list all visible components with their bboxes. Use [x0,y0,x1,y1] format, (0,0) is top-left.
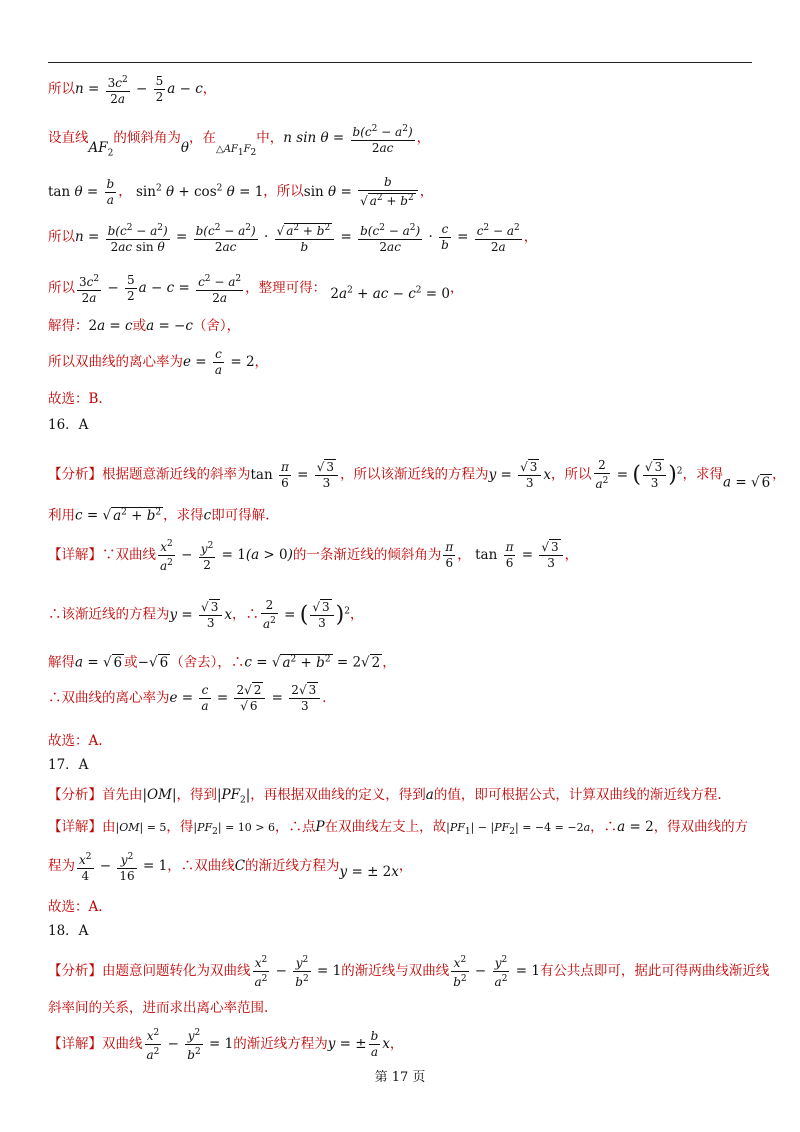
text-line: 【分析】根据题意渐近线的斜率为tan $\frac{\pi}{6}$ = $\frac{√ 3}{3}$ ，所以该渐近线的方程为y = $\frac{√ 3}{3}$ x，所以 $\frac{2}{a^2}$ = ( $\frac{√ 3}{3}$ )$^2$，求得a = √ 6 ， [48,458,786,491]
text-line: 【详解】由|OM| = 5，得$|PF_2| = 10 > 6$，∴点P在双曲线左支上，故$|PF_1| - |PF_2| = -4 = -2a$，∴a = 2，得双曲线的方 [48,819,749,838]
text-line: 故选：A. [48,733,103,749]
text-line: ∴双曲线的离心率为e = $\frac{c}{a}$ = $\frac{2√ 2}{√ 6}$ = $\frac{2√ 3}{3}$ ． [48,683,336,713]
text-line: 解得a = √ 6 或−√ 6 （舍去），∴c = √ $a^2 + b^2 = 2√$ 2 ， [48,654,396,671]
text-line: 解得：2a = c或a = −c（舍）， [48,318,241,334]
text-line: 设直线$AF_2$的倾斜角为θ，在$_{\triangle AF_1F_2}$中，n sin θ = $\frac{b(c^2 - a^2)}{2ac}$ ， [48,123,431,159]
text-line: 【分析】首先由|OM|，得到$|PF_2|$，再根据双曲线的定义，得到a的值，即可根据公式，计算双曲线的渐近线方程. [48,787,722,806]
text-line: 【分析】由题意问题转化为双曲线 $\frac{x^2}{a^2}$ − $\frac{y^2}{b^2}$ = 1的渐近线与双曲线 $\frac{x^2}{b^2}$ − $\frac{y^2}{a^2}$ = 1有公共点即可，据此可得两曲线渐近线 [48,955,770,989]
text-line: 所以 $\frac{3c^2}{2a}$ − $\frac{5}{2}$ a − c = $\frac{c^2 - a^2}{2a}$ ，整理可得： $2a^2$ + ac − $c^2 = 0$， [48,273,464,305]
text-line: tan θ = $\frac{b}{a}$ ， $\sin^2 \theta + \cos^2 \theta = 1$，所以sin θ = $\frac{b}{√ a^2 + b^2}$ ， [48,175,434,208]
text-line: 程为 $\frac{x^2}{4}$ − $\frac{y^2}{16}$ = 1，∴双曲线C的渐近线方程为y = ± 2x， [48,851,413,883]
text-line: 所以n = $\frac{b(c^2 - a^2)}{\text{2ac sin θ}}$ = $\frac{b(c^2 - a^2)}{2ac}$ · $\frac{√ a^2 + b^2}{b}$ = $\frac{b(c^2 - a^2)}{2ac}$ · $\frac{c}{b}$ = $\frac{c^2 - a^2}{2a}$ ， [48,222,538,254]
page-footer: 第 17 页 [374,1070,426,1085]
text-line: 故选：A. [48,899,103,915]
question-number: 18．A [48,923,89,939]
text-line: 所以双曲线的离心率为e = $\frac{c}{a}$ = 2， [48,347,269,377]
header-rule [48,62,752,63]
question-number: 16．A [48,417,89,433]
text-line: 所以n = $\frac{3c^2}{2a}$ − $\frac{5}{2}$ a − c， [48,74,217,106]
text-line: ∴该渐近线的方程为y = $\frac{√ 3}{3}$ x，∴ $\frac{2}{a^2}$ = ( $\frac{√ 3}{3}$ )$^2$， [48,598,364,631]
text-line: 【详解】双曲线 $\frac{x^2}{a^2}$ − $\frac{y^2}{b^2}$ = 1的渐近线方程为y = ± $\frac{b}{a}$ x， [48,1028,404,1062]
text-line: 斜率间的关系，进而求出离心率范围. [48,1000,269,1016]
text-line: 利用c = √ $a^2 + b^2$ ，求得c即可得解. [48,507,270,524]
text-line: 【详解】∵双曲线 $\frac{x^2}{a^2}$ − $\frac{y^2}{2}$ = 1(a > 0)的一条渐近线的倾斜角为 $\frac{\pi}{6}$ ， tan $\frac{\pi}{6}$ = $\frac{√ 3}{3}$ ， [48,539,579,573]
text-line: 故选：B. [48,391,103,407]
question-number: 17．A [48,757,89,773]
